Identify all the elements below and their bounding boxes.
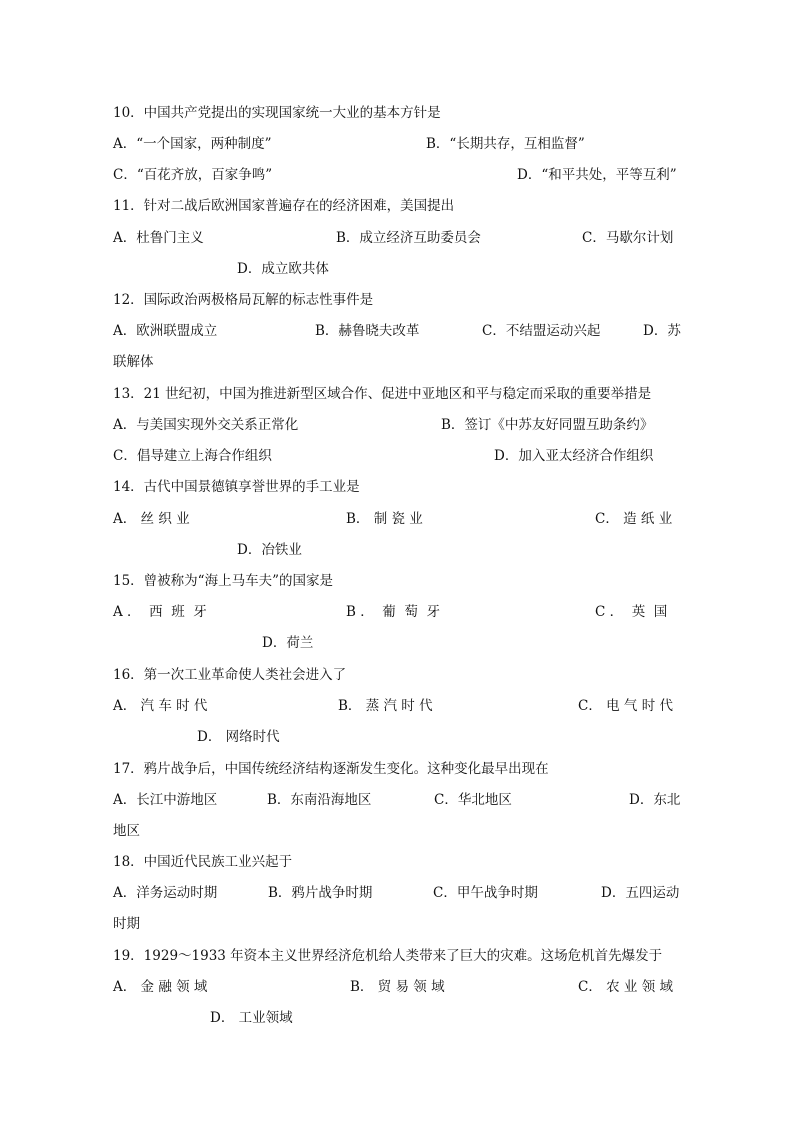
option-17-a: A．长江中游地区 — [113, 792, 218, 808]
option-18-d: D．五四运动 — [601, 885, 680, 901]
option-12-d: D．苏 — [643, 323, 681, 339]
question-stem-19: 19．1929～1933 年资本主义世界经济危机给人类带来了巨大的灾难。这场危机首先爆发于 — [113, 948, 663, 964]
option-13-d: D．加入亚太经济合作组织 — [494, 448, 654, 464]
option-18-c: C．甲午战争时期 — [433, 885, 538, 901]
option-17-d-continued: 地区 — [113, 823, 140, 839]
option-19-c: C． 农 业 领 域 — [578, 979, 673, 995]
option-11-a: A．杜鲁门主义 — [113, 230, 204, 246]
option-10-d: D．“和平共处，平等互利” — [517, 167, 677, 183]
option-14-a: A． 丝 织 业 — [113, 511, 190, 527]
question-stem-11: 11．针对二战后欧洲国家普遍存在的经济困难，美国提出 — [113, 198, 455, 214]
question-stem-13: 13．21 世纪初，中国为推进新型区域合作、促进中亚地区和平与稳定而采取的重要举措是 — [113, 386, 652, 402]
option-13-c: C．倡导建立上海合作组织 — [113, 448, 272, 464]
option-11-b: B．成立经济互助委员会 — [336, 230, 481, 246]
option-14-b: B． 制 瓷 业 — [346, 511, 423, 527]
option-10-a: A．“一个国家，两种制度” — [113, 136, 272, 152]
question-stem-12: 12．国际政治两极格局瓦解的标志性事件是 — [113, 292, 374, 308]
question-stem-14: 14．古代中国景德镇享誉世界的手工业是 — [113, 479, 360, 495]
option-12-c: C．不结盟运动兴起 — [482, 323, 601, 339]
option-12-a: A．欧洲联盟成立 — [113, 323, 218, 339]
option-14-d: D．冶铁业 — [237, 542, 302, 558]
option-16-c: C． 电 气 时 代 — [578, 698, 673, 714]
option-15-c: C ． 英 国 — [595, 604, 668, 620]
option-19-d: D． 工业领域 — [210, 1010, 293, 1026]
option-17-c: C．华北地区 — [434, 792, 512, 808]
question-stem-16: 16．第一次工业革命使人类社会进入了 — [113, 667, 347, 683]
option-18-b: B．鸦片战争时期 — [268, 885, 373, 901]
option-17-b: B．东南沿海地区 — [267, 792, 372, 808]
option-15-b: B ． 葡 萄 牙 — [346, 604, 440, 620]
question-stem-18: 18．中国近代民族工业兴起于 — [113, 854, 293, 870]
option-12-d-continued: 联解体 — [113, 354, 154, 370]
option-19-a: A． 金 融 领 域 — [113, 979, 208, 995]
option-16-a: A． 汽 车 时 代 — [113, 698, 208, 714]
option-12-b: B．赫鲁晓夫改革 — [315, 323, 420, 339]
option-18-a: A．洋务运动时期 — [113, 885, 218, 901]
option-15-a: A ． 西 班 牙 — [113, 604, 207, 620]
option-16-b: B． 蒸 汽 时 代 — [338, 698, 433, 714]
option-10-c: C．“百花齐放，百家争鸣” — [113, 167, 273, 183]
question-stem-17: 17．鸦片战争后，中国传统经济结构逐渐发生变化。这种变化最早出现在 — [113, 761, 549, 777]
option-13-a: A．与美国实现外交关系正常化 — [113, 417, 299, 433]
option-19-b: B． 贸 易 领 域 — [350, 979, 445, 995]
question-stem-10: 10．中国共产党提出的实现国家统一大业的基本方针是 — [113, 105, 441, 121]
option-11-c: C．马歇尔计划 — [582, 230, 674, 246]
option-16-d: D． 网络时代 — [197, 729, 280, 745]
option-17-d: D．东北 — [629, 792, 681, 808]
option-14-c: C． 造 纸 业 — [595, 511, 673, 527]
option-13-b: B．签订《中苏友好同盟互助条约》 — [441, 417, 654, 433]
option-10-b: B．“长期共存，互相监督” — [426, 136, 585, 152]
option-18-d-continued: 时期 — [113, 916, 140, 932]
option-15-d: D．荷兰 — [262, 635, 314, 651]
option-11-d: D．成立欧共体 — [237, 261, 329, 277]
question-stem-15: 15．曾被称为“海上马车夫”的国家是 — [113, 573, 333, 589]
